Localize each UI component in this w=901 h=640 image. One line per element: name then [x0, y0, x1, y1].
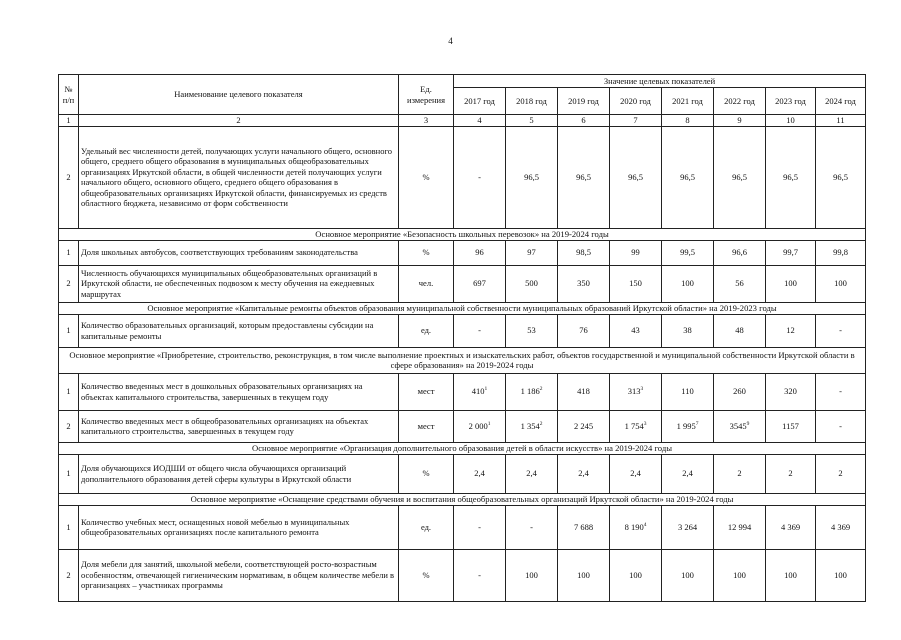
table-row	[59, 126, 866, 228]
value-cell: 260	[714, 373, 766, 410]
value-cell: 98,5	[558, 240, 610, 265]
value-cell: 100	[662, 549, 714, 601]
footnote-mark: 7	[695, 420, 699, 427]
value-cell: 350	[558, 265, 610, 302]
value-cell: $410^1$	[454, 373, 506, 410]
value-cell: 100	[714, 549, 766, 601]
value-cell: 100	[766, 265, 816, 302]
value-cell: 96,5	[714, 126, 766, 228]
header-year: 2020 год	[610, 88, 662, 115]
value-cell: 2 $000^1$	[454, 410, 506, 442]
value-cell: 48	[714, 314, 766, 347]
target-indicators-table	[58, 74, 866, 602]
value-cell: 4 369	[766, 505, 816, 549]
footnote-mark: 3	[643, 420, 647, 427]
footnote-mark: 4	[643, 521, 647, 528]
value-cell: 96,5	[506, 126, 558, 228]
value-cell: 500	[506, 265, 558, 302]
row-num: 1	[59, 314, 79, 347]
value-cell: 96,5	[558, 126, 610, 228]
table-row	[59, 505, 866, 549]
value-cell: 12	[766, 314, 816, 347]
unit-cell: чел.	[399, 265, 454, 302]
column-index: 11	[816, 115, 866, 127]
page-number: 4	[448, 36, 453, 46]
value-cell: 99,5	[662, 240, 714, 265]
header-year: 2021 год	[662, 88, 714, 115]
value-cell: 1 $995^7$	[662, 410, 714, 442]
column-index: 5	[506, 115, 558, 127]
unit-cell: мест	[399, 373, 454, 410]
footnote-mark: 2	[539, 386, 543, 393]
indicator-name: Доля обучающихся ИОДШИ от общего числа обучающихся организаций дополнительного образования детей сферы культуры в Иркутской области	[79, 454, 399, 493]
row-num: 1	[59, 240, 79, 265]
column-index: 4	[454, 115, 506, 127]
value-cell: 96,6	[714, 240, 766, 265]
indicator-name: Количество образовательных организаций, которым предоставлены субсидии на капитальные ремонты	[79, 314, 399, 347]
value-cell: 2	[816, 454, 866, 493]
header-name: Наименование целевого показателя	[79, 75, 399, 115]
value-cell: 38	[662, 314, 714, 347]
value-cell: 96,5	[662, 126, 714, 228]
value-cell: 100	[816, 265, 866, 302]
value-cell: 2,4	[610, 454, 662, 493]
unit-cell: %	[399, 126, 454, 228]
value-cell: 12 994	[714, 505, 766, 549]
column-index: 9	[714, 115, 766, 127]
footnote-mark: 9	[746, 420, 750, 427]
value-cell: 697	[454, 265, 506, 302]
unit-cell: мест	[399, 410, 454, 442]
column-index: 1	[59, 115, 79, 127]
value-cell: 100	[610, 549, 662, 601]
row-num: 1	[59, 373, 79, 410]
value-cell: 3 264	[662, 505, 714, 549]
column-index: 3	[399, 115, 454, 127]
table-row	[59, 454, 866, 493]
value-cell: 2	[714, 454, 766, 493]
value-cell: 96,5	[816, 126, 866, 228]
value-cell: -	[506, 505, 558, 549]
table-row	[59, 314, 866, 347]
value-cell: -	[454, 549, 506, 601]
value-cell: 97	[506, 240, 558, 265]
header-year: 2023 год	[766, 88, 816, 115]
column-index: 8	[662, 115, 714, 127]
value-cell: 1 $754^3$	[610, 410, 662, 442]
header-unit: Ед. измерения	[399, 75, 454, 115]
value-cell: 2	[766, 454, 816, 493]
row-num: 2	[59, 549, 79, 601]
section-title: Основное мероприятие «Капитальные ремонты объектов образования муниципальной собственности муниципальных образований Иркутской области» на 2019-2023 годы	[59, 302, 866, 314]
value-cell: 8 $190^4$	[610, 505, 662, 549]
unit-cell: %	[399, 549, 454, 601]
header-year: 2018 год	[506, 88, 558, 115]
value-cell: 110	[662, 373, 714, 410]
value-cell: 53	[506, 314, 558, 347]
indicator-name: Количество учебных мест, оснащенных новой мебелью в муниципальных общеобразовательных организациях после капитального ремонта	[79, 505, 399, 549]
column-index: 6	[558, 115, 610, 127]
footnote-mark: 1	[484, 386, 488, 393]
value-cell: 2,4	[454, 454, 506, 493]
value-cell: -	[816, 314, 866, 347]
value-cell: -	[816, 410, 866, 442]
table-row	[59, 240, 866, 265]
indicator-name: Доля мебели для занятий, школьной мебели, соответствующей росто-возрастным особенностям, отвечающей гигиеническим нормативам, в общем количестве мебели в организациях – участниках программы	[79, 549, 399, 601]
header-num: № п/п	[59, 75, 79, 115]
row-num: 2	[59, 410, 79, 442]
footnote-mark: 2	[539, 420, 543, 427]
unit-cell: %	[399, 454, 454, 493]
value-cell: 2 245	[558, 410, 610, 442]
value-cell: 2,4	[662, 454, 714, 493]
header-values-title: Значение целевых показателей	[454, 75, 866, 88]
value-cell: -	[454, 314, 506, 347]
header-year: 2019 год	[558, 88, 610, 115]
table-row	[59, 265, 866, 302]
column-index: 10	[766, 115, 816, 127]
unit-cell: ед.	[399, 314, 454, 347]
column-index: 2	[79, 115, 399, 127]
value-cell: 320	[766, 373, 816, 410]
table-row	[59, 410, 866, 442]
section-title: Основное мероприятие «Организация дополнительного образования детей в области искусств» на 2019-2024 годы	[59, 442, 866, 454]
value-cell: 76	[558, 314, 610, 347]
table-row	[59, 373, 866, 410]
value-cell: 56	[714, 265, 766, 302]
row-num: 2	[59, 126, 79, 228]
value-cell: 2,4	[506, 454, 558, 493]
value-cell: 99	[610, 240, 662, 265]
header-year: 2024 год	[816, 88, 866, 115]
value-cell: 100	[558, 549, 610, 601]
value-cell: 100	[816, 549, 866, 601]
value-cell: -	[816, 373, 866, 410]
value-cell: 3545$^9$	[714, 410, 766, 442]
indicator-name: Удельный вес численности детей, получающих услуги начального общего, основного общего, среднего общего образования в муниципальных общеобразовательных организациях Иркутской области, в общей численности детей получающих услуги начального общего, основного общего, среднего общего образования в общеобразовательных организациях Иркутской области, финансируемых из средств областного бюджета, независимо от форм собственности	[79, 126, 399, 228]
footnote-mark: 1	[487, 420, 491, 427]
row-num: 2	[59, 265, 79, 302]
value-cell: 4 369	[816, 505, 866, 549]
value-cell: 100	[506, 549, 558, 601]
section-title: Основное мероприятие «Приобретение, строительство, реконструкция, в том числе выполнение проектных и изыскательских работ, объектов государственной и муниципальной собственности Иркутской области в сфере образования» на 2019-2024 годы	[59, 347, 866, 373]
value-cell: 7 688	[558, 505, 610, 549]
column-index: 7	[610, 115, 662, 127]
value-cell: 150	[610, 265, 662, 302]
value-cell: 96	[454, 240, 506, 265]
value-cell: 96,5	[610, 126, 662, 228]
value-cell: -	[454, 505, 506, 549]
value-cell: 1157	[766, 410, 816, 442]
value-cell: 100	[766, 549, 816, 601]
indicator-name: Численность обучающихся муниципальных общеобразовательных организаций в Иркутской области, не обеспеченных подвозом к месту обучения на ежедневных маршрутах	[79, 265, 399, 302]
value-cell: 99,8	[816, 240, 866, 265]
footnote-mark: 3	[640, 386, 644, 393]
indicator-name: Доля школьных автобусов, соответствующих требованиям законодательства	[79, 240, 399, 265]
row-num: 1	[59, 454, 79, 493]
value-cell: 99,7	[766, 240, 816, 265]
indicator-name: Количество введенных мест в дошкольных образовательных организациях на объектах капитального строительства, завершенных в текущем году	[79, 373, 399, 410]
header-year: 2017 год	[454, 88, 506, 115]
value-cell: -	[454, 126, 506, 228]
value-cell: 1 $354^2$	[506, 410, 558, 442]
table-row	[59, 549, 866, 601]
section-title: Основное мероприятие «Оснащение средствами обучения и воспитания общеобразовательных организаций Иркутской области» на 2019-2024 годы	[59, 493, 866, 505]
value-cell: 43	[610, 314, 662, 347]
value-cell: 96,5	[766, 126, 816, 228]
value-cell: $313^3$	[610, 373, 662, 410]
unit-cell: %	[399, 240, 454, 265]
row-num: 1	[59, 505, 79, 549]
unit-cell: ед.	[399, 505, 454, 549]
value-cell: 2,4	[558, 454, 610, 493]
value-cell: 100	[662, 265, 714, 302]
indicator-name: Количество введенных мест в общеобразовательных организациях на объектах капитального строительства, завершенных в текущем году	[79, 410, 399, 442]
header-year: 2022 год	[714, 88, 766, 115]
value-cell: 1 $186^2$	[506, 373, 558, 410]
section-title: Основное мероприятие «Безопасность школьных перевозок» на 2019-2024 годы	[59, 228, 866, 240]
value-cell: 418	[558, 373, 610, 410]
